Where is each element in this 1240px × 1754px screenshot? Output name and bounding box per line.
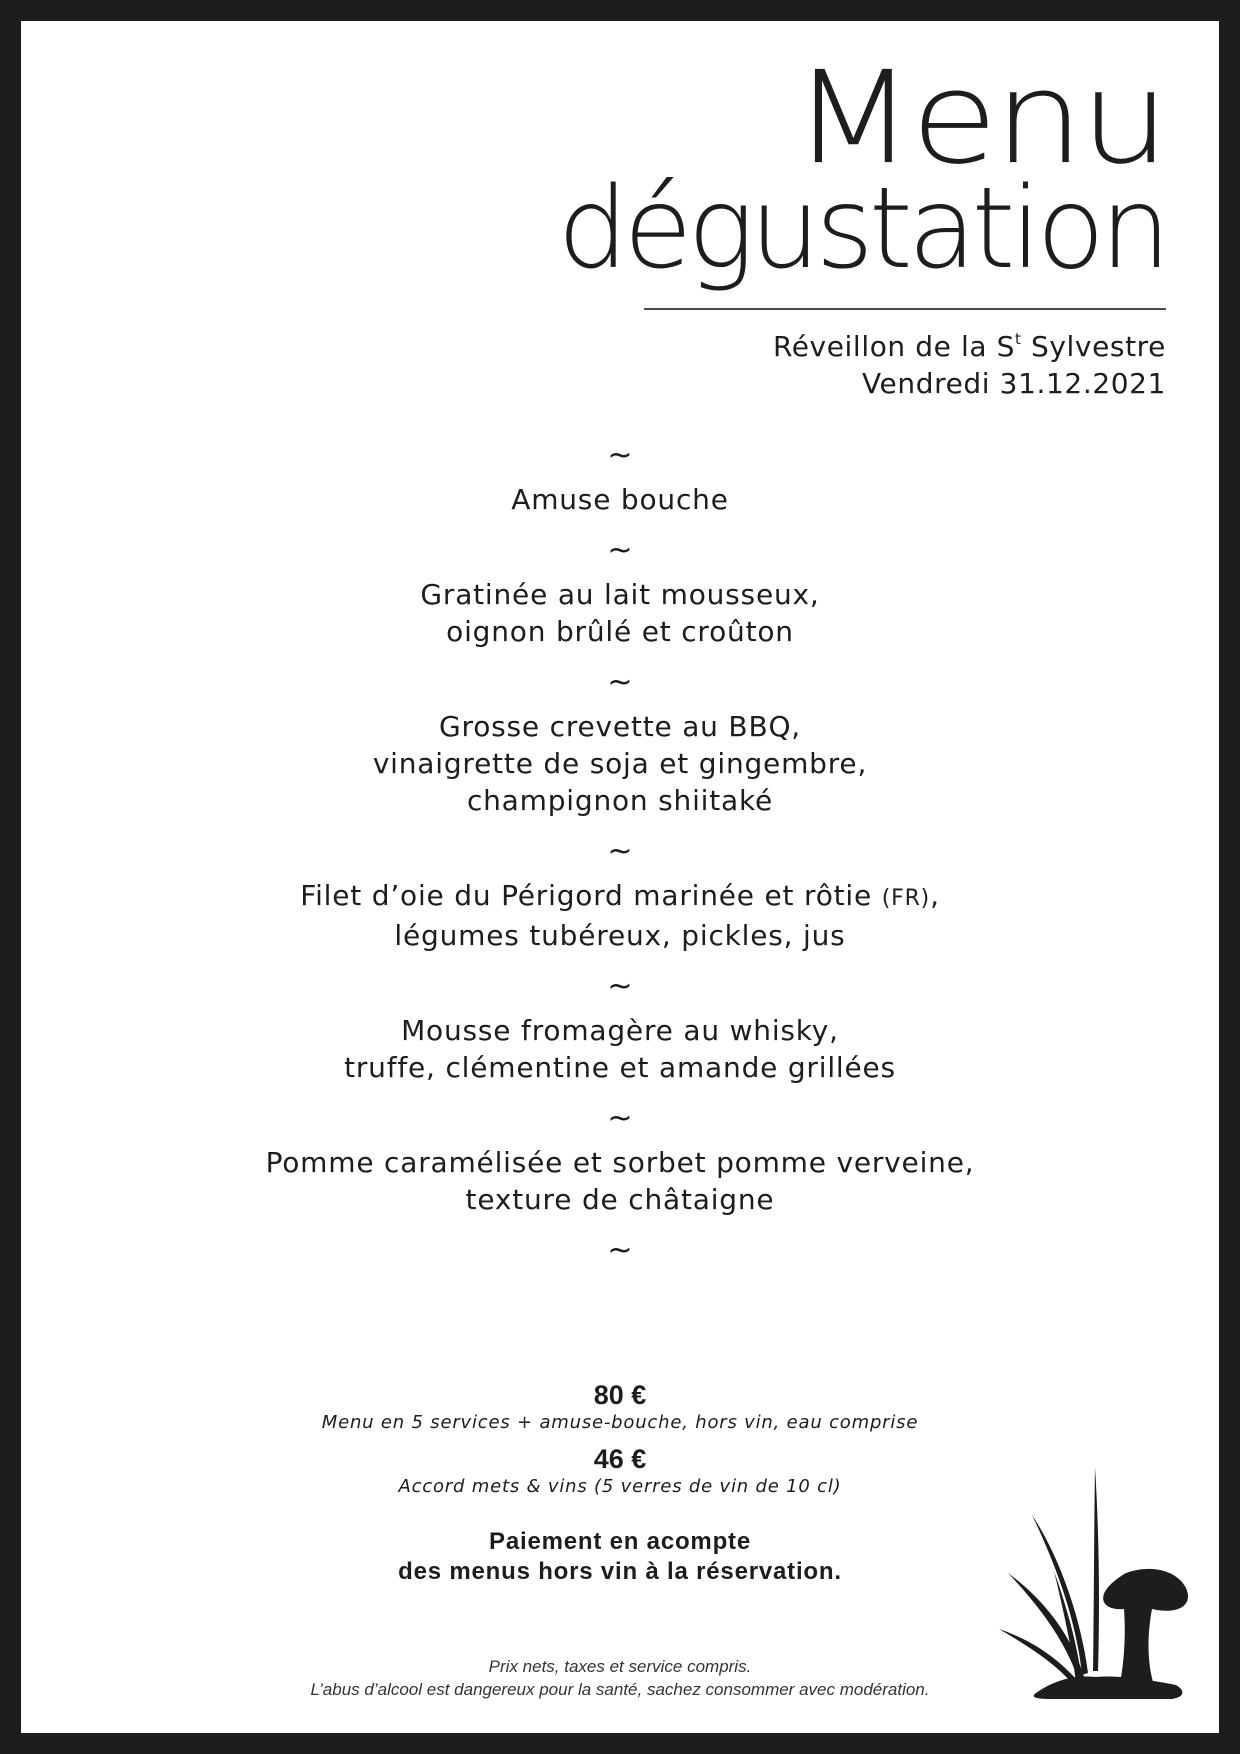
course-line: champignon shiitaké bbox=[466, 784, 774, 817]
course-item bbox=[21, 877, 1219, 954]
course-list bbox=[21, 438, 1219, 1276]
course-item bbox=[21, 481, 1219, 518]
separator-tilde: ~ bbox=[607, 969, 633, 1004]
menu-sheet bbox=[21, 21, 1219, 1733]
footer-line: Prix nets, taxes et service compris. bbox=[488, 1657, 752, 1676]
course-line: Gratinée au lait mousseux, bbox=[420, 578, 820, 611]
event-name-superscript: t bbox=[1015, 330, 1022, 348]
separator-tilde: ~ bbox=[607, 834, 633, 869]
menu-price: 80 € bbox=[593, 1380, 647, 1410]
course-line: truffe, clémentine et amande grillées bbox=[344, 1051, 896, 1084]
payment-note-line: des menus hors vin à la réservation. bbox=[398, 1558, 842, 1585]
wine-pairing-description: Accord mets & vins (5 verres de vin de 10 cl) bbox=[398, 1476, 842, 1497]
title-divider bbox=[644, 308, 1166, 310]
course-punct: , bbox=[930, 879, 940, 912]
footer-line: L’abus d’alcool est dangereux pour la santé, sachez consommer avec modération. bbox=[310, 1680, 930, 1699]
separator-tilde: ~ bbox=[607, 1233, 633, 1268]
separator-tilde: ~ bbox=[607, 438, 633, 473]
menu-subtitle: dégustation bbox=[557, 164, 1166, 294]
course-item bbox=[21, 1012, 1219, 1086]
event-name bbox=[773, 321, 1166, 365]
menu-price-description: Menu en 5 services + amuse-bouche, hors vin, eau comprise bbox=[321, 1412, 919, 1433]
course-item bbox=[21, 708, 1219, 819]
course-line: Grosse crevette au BBQ, bbox=[439, 710, 801, 743]
course-item bbox=[21, 1144, 1219, 1218]
event-name-suffix: Sylvestre bbox=[1021, 330, 1166, 363]
menu-title: Menu bbox=[792, 44, 1166, 193]
wine-pairing-price: 46 € bbox=[593, 1444, 647, 1474]
course-line: légumes tubéreux, pickles, jus bbox=[394, 919, 846, 952]
course-line: Amuse bouche bbox=[511, 483, 729, 516]
payment-note-line: Paiement en acompte bbox=[489, 1528, 751, 1555]
event-name-prefix: Réveillon de la S bbox=[772, 330, 1015, 363]
course-line bbox=[21, 877, 1219, 917]
mushroom-grass-icon bbox=[996, 1461, 1196, 1701]
course-line: oignon brûlé et croûton bbox=[446, 615, 794, 648]
course-line: Mousse fromagère au whisky, bbox=[401, 1014, 839, 1047]
course-item bbox=[21, 576, 1219, 650]
origin-label: (FR) bbox=[881, 886, 931, 911]
course-line: vinaigrette de soja et gingembre, bbox=[372, 747, 868, 780]
course-text: Filet d’oie du Périgord marinée et rôtie bbox=[300, 879, 882, 912]
separator-tilde: ~ bbox=[607, 665, 633, 700]
course-line: Pomme caramélisée et sorbet pomme verveine, bbox=[265, 1146, 975, 1179]
event-info bbox=[773, 321, 1166, 402]
separator-tilde: ~ bbox=[607, 1101, 633, 1136]
event-date: Vendredi 31.12.2021 bbox=[861, 367, 1166, 400]
course-line: texture de châtaigne bbox=[465, 1183, 775, 1216]
separator-tilde: ~ bbox=[607, 533, 633, 568]
